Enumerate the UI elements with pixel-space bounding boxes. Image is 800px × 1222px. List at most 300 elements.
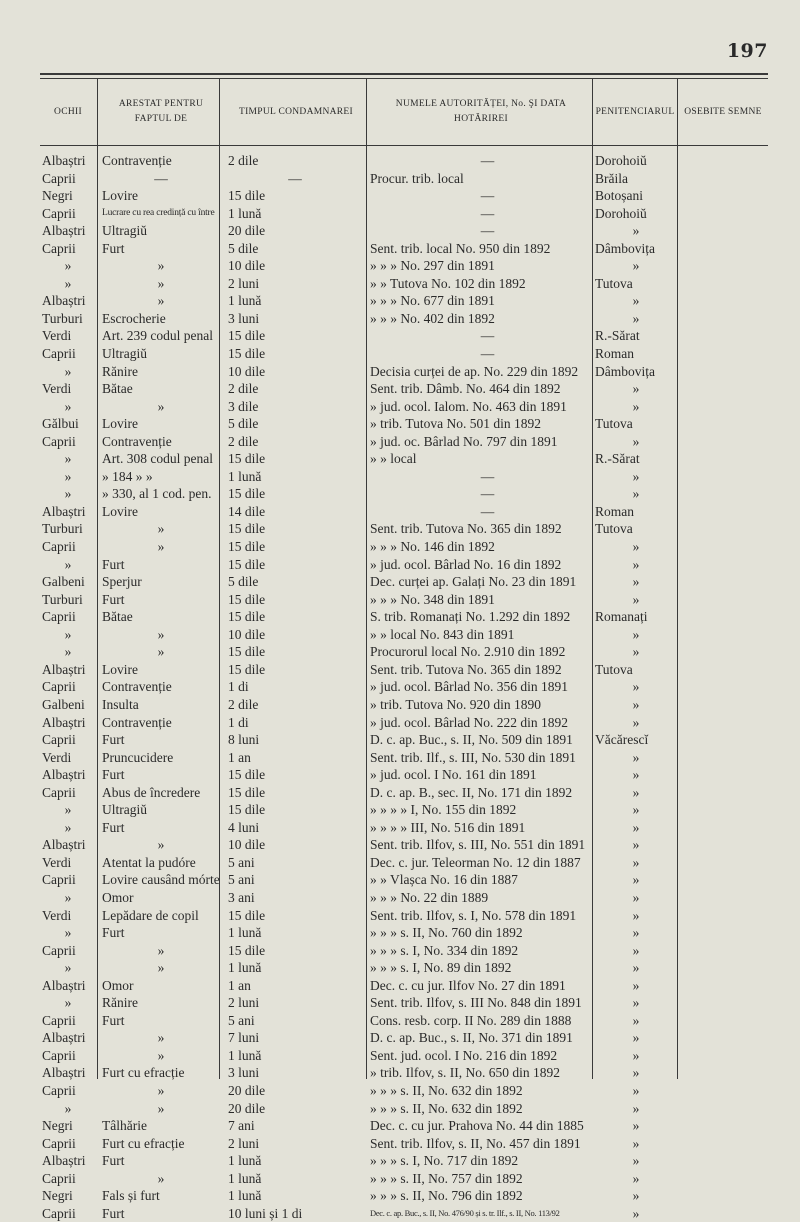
cell-term: 1 lună [228, 960, 262, 976]
cell-term: 1 lună [228, 1047, 262, 1063]
cell-offense: Furt [102, 556, 125, 572]
cell-offense: — [154, 170, 168, 186]
cell-eyes: Caprii [42, 872, 76, 888]
cell-penitentiary: » [632, 223, 640, 239]
cell-offense: Lovire [102, 503, 138, 519]
cell-term: 20 dile [228, 1082, 266, 1098]
cell-term: 1 lună [228, 1188, 262, 1204]
cell-marks [683, 959, 767, 977]
cell-authority: Dec. c. ap. Buc., s. II, No. 476/90 și s. tr. Ilf., s. II, No. 113/92 [370, 1207, 560, 1218]
table-row [40, 1187, 768, 1205]
cell-penitentiary: » [632, 574, 640, 590]
cell-term: 8 luni [228, 732, 260, 748]
cell-penitentiary: » [632, 293, 640, 309]
cell-authority: — [480, 486, 495, 502]
cell-penitentiary: » [632, 1082, 640, 1098]
table-row [40, 784, 768, 802]
cell-eyes: » [64, 995, 72, 1011]
cell-marks [683, 1029, 767, 1047]
cell-marks [683, 556, 767, 574]
cell-eyes: Caprii [42, 784, 76, 800]
table-row [40, 170, 768, 188]
cell-marks [683, 468, 767, 486]
cell-authority: » trib. Ilfov, s. II, No. 650 din 1892 [370, 1065, 560, 1081]
cell-term: 20 dile [228, 1100, 266, 1116]
table-header [40, 79, 768, 146]
table-row [40, 942, 768, 960]
cell-term: 10 dile [228, 363, 266, 379]
cell-authority: » jud. ocol. Bârlad No. 16 din 1892 [370, 556, 562, 572]
cell-offense: Atentat la pudóre [102, 854, 196, 870]
cell-eyes: » [64, 363, 72, 379]
cell-penitentiary: » [632, 556, 640, 572]
cell-penitentiary: » [632, 1065, 640, 1081]
cell-penitentiary: » [632, 398, 640, 414]
cell-authority: » » local No. 843 din 1891 [370, 626, 515, 642]
cell-marks [683, 591, 767, 609]
table-row [40, 1064, 768, 1082]
cell-marks [683, 977, 767, 995]
cell-term: 5 ani [228, 854, 255, 870]
table-row [40, 573, 768, 591]
cell-marks [683, 924, 767, 942]
cell-penitentiary: » [632, 802, 640, 818]
table-row [40, 871, 768, 889]
cell-authority: Sent. trib. Ilfov, s. I, No. 578 din 1891 [370, 907, 577, 923]
cell-eyes: Albaștri [42, 293, 86, 309]
cell-eyes: Verdi [42, 854, 72, 870]
cell-term: 10 dile [228, 837, 266, 853]
cell-eyes: Negri [42, 1188, 73, 1204]
cell-authority: » » local [370, 451, 417, 467]
cell-authority: Sent. trib. local No. 950 din 1892 [370, 240, 551, 256]
cell-marks [683, 485, 767, 503]
cell-authority: Cons. resb. corp. II No. 289 din 1888 [370, 1012, 572, 1028]
cell-offense: » [157, 1047, 165, 1063]
cell-offense: Pruncucidere [102, 749, 174, 765]
table-row [40, 591, 768, 609]
cell-offense: Escrocherie [102, 310, 166, 326]
cell-offense: Lovire [102, 416, 138, 432]
table-row [40, 854, 768, 872]
cell-authority: — [480, 328, 495, 344]
cell-authority: Dec. c. cu jur. Ilfov No. 27 din 1891 [370, 977, 566, 993]
cell-offense: Rănire [102, 363, 138, 379]
cell-eyes: Negri [42, 188, 73, 204]
cell-marks [683, 714, 767, 732]
header-term: TIMPUL CONDAMNAREI [238, 106, 354, 117]
cell-penitentiary: » [632, 1047, 640, 1063]
cell-authority: Sent. trib. Tutova No. 365 din 1892 [370, 521, 562, 537]
cell-authority: » » » No. 146 din 1892 [370, 539, 495, 555]
cell-term: 2 dile [228, 696, 259, 712]
cell-penitentiary: » [632, 749, 640, 765]
cell-eyes: Verdi [42, 381, 72, 397]
cell-penitentiary: » [632, 644, 640, 660]
cell-eyes: » [64, 960, 72, 976]
cell-term: 2 luni [228, 1135, 260, 1151]
cell-marks [683, 310, 767, 328]
page-number: 197 [726, 40, 768, 62]
cell-marks [683, 819, 767, 837]
cell-penitentiary: Dâmbovița [595, 240, 655, 256]
cell-authority: » » » » III, No. 516 din 1891 [370, 819, 526, 835]
table-row [40, 626, 768, 644]
cell-penitentiary: » [632, 1118, 640, 1134]
cell-term: 2 dile [228, 153, 259, 168]
cell-authority: » » » s. I, No. 717 din 1892 [370, 1153, 519, 1169]
cell-marks [683, 275, 767, 293]
cell-marks [683, 854, 767, 872]
cell-eyes: Caprii [42, 1082, 76, 1098]
cell-eyes: Albaștri [42, 153, 86, 168]
cell-authority: Procur. trib. local [370, 170, 464, 186]
table-row [40, 731, 768, 749]
cell-offense: » [157, 1082, 165, 1098]
cell-marks [683, 240, 767, 258]
cell-penitentiary: » [632, 1153, 640, 1169]
cell-offense: » 330, al 1 cod. pen. [102, 486, 212, 502]
table-row [40, 608, 768, 626]
cell-eyes: Turburi [42, 310, 83, 326]
cell-penitentiary: » [632, 468, 640, 484]
cell-eyes: Caprii [42, 1012, 76, 1028]
table-row [40, 468, 768, 486]
cell-penitentiary: » [632, 889, 640, 905]
table-row [40, 345, 768, 363]
table-row [40, 556, 768, 574]
table-row [40, 240, 768, 258]
cell-marks [683, 1064, 767, 1082]
cell-authority: » » » s. I, No. 89 din 1892 [370, 960, 512, 976]
cell-penitentiary: Dâmbovița [595, 363, 655, 379]
cell-marks [683, 415, 767, 433]
cell-penitentiary: » [632, 1170, 640, 1186]
cell-term: 15 dile [228, 609, 266, 625]
cell-penitentiary: Văcărescĭ [595, 732, 649, 748]
cell-authority: Dec. curței ap. Galați No. 23 din 1891 [370, 574, 577, 590]
cell-term: 15 dile [228, 328, 266, 344]
cell-penitentiary: Dorohoiŭ [595, 153, 647, 168]
cell-marks [683, 1012, 767, 1030]
cell-offense: Fals și furt [102, 1188, 160, 1204]
cell-marks [683, 871, 767, 889]
cell-offense: Omor [102, 977, 134, 993]
cell-marks [683, 520, 767, 538]
cell-term: 15 dile [228, 539, 266, 555]
cell-eyes: Caprii [42, 609, 76, 625]
cell-marks [683, 907, 767, 925]
cell-penitentiary: Romanați [595, 609, 648, 625]
cell-offense: Furt cu efracție [102, 1135, 185, 1151]
table-row [40, 275, 768, 293]
cell-authority: » » » s. I, No. 334 din 1892 [370, 942, 519, 958]
table-row [40, 520, 768, 538]
header-penitentiary: PENITENCIARUL [595, 106, 675, 117]
table-row [40, 1152, 768, 1170]
cell-offense: Furt [102, 767, 125, 783]
cell-term: 15 dile [228, 942, 266, 958]
cell-term: 1 lună [228, 925, 262, 941]
table-row [40, 1170, 768, 1188]
cell-authority: » » » s. II, No. 757 din 1892 [370, 1170, 523, 1186]
cell-offense: » [157, 1030, 165, 1046]
cell-term: 1 di [228, 714, 249, 730]
table-row [40, 450, 768, 468]
header-marks: OSEBITE SEMNE [684, 106, 762, 117]
table-row [40, 1012, 768, 1030]
cell-penitentiary: » [632, 995, 640, 1011]
cell-penitentiary: » [632, 977, 640, 993]
cell-penitentiary: » [632, 539, 640, 555]
cell-penitentiary: » [632, 1205, 640, 1221]
cell-term: 15 dile [228, 451, 266, 467]
cell-marks [683, 1117, 767, 1135]
cell-penitentiary: Dorohoiŭ [595, 205, 647, 221]
cell-offense: Lovire [102, 661, 138, 677]
cell-offense: Rănire [102, 995, 138, 1011]
table-row [40, 994, 768, 1012]
cell-authority: » » » No. 22 din 1889 [370, 889, 489, 905]
cell-marks [683, 222, 767, 240]
cell-offense: » [157, 521, 165, 537]
table-row [40, 801, 768, 819]
cell-eyes: Albaștri [42, 977, 86, 993]
cell-eyes: Albaștri [42, 661, 86, 677]
cell-eyes: Caprii [42, 1205, 76, 1221]
cell-term: 3 dile [228, 398, 259, 414]
cell-authority: Decisia curței de ap. No. 229 din 1892 [370, 363, 579, 379]
cell-penitentiary: » [632, 591, 640, 607]
cell-offense: » [157, 258, 165, 274]
cell-marks [683, 766, 767, 784]
cell-offense: Lovire [102, 188, 138, 204]
cell-penitentiary: Tutova [595, 521, 633, 537]
cell-term: 1 di [228, 679, 249, 695]
cell-offense: Lepădare de copil [102, 907, 199, 923]
cell-eyes: » [64, 1100, 72, 1116]
table-row [40, 1117, 768, 1135]
table-row [40, 1205, 768, 1222]
cell-offense: Furt [102, 732, 125, 748]
cell-term: 15 dile [228, 644, 266, 660]
cell-offense: Ultragiŭ [102, 223, 147, 239]
cell-marks [683, 170, 767, 188]
cell-marks [683, 678, 767, 696]
cell-term: 15 dile [228, 661, 266, 677]
cell-penitentiary: » [632, 626, 640, 642]
table-row [40, 977, 768, 995]
cell-authority: » » Vlașca No. 16 din 1887 [370, 872, 518, 888]
cell-offense: » [157, 275, 165, 291]
table-row [40, 924, 768, 942]
cell-authority: » jud. ocol. Bârlad No. 356 din 1891 [370, 679, 568, 695]
cell-authority: — [480, 346, 495, 362]
cell-eyes: Verdi [42, 907, 72, 923]
cell-eyes: Caprii [42, 170, 76, 186]
table-row [40, 415, 768, 433]
cell-authority: » » » s. II, No. 796 din 1892 [370, 1188, 523, 1204]
cell-authority: » » » No. 297 din 1891 [370, 258, 495, 274]
cell-authority: » » » s. II, No. 632 din 1892 [370, 1082, 523, 1098]
cell-offense: Lucrare cu rea credință cu între [102, 207, 215, 218]
cell-marks [683, 205, 767, 223]
cell-offense: Ultragiŭ [102, 346, 147, 362]
cell-offense: Sperjur [102, 574, 142, 590]
cell-marks [683, 889, 767, 907]
table-row [40, 222, 768, 240]
cell-eyes: » [64, 468, 72, 484]
cell-marks [683, 1082, 767, 1100]
cell-penitentiary: » [632, 819, 640, 835]
cell-offense: » [157, 942, 165, 958]
cell-offense: » [157, 644, 165, 660]
cell-offense: » [157, 960, 165, 976]
cell-offense: Furt [102, 1205, 125, 1221]
cell-term: 3 luni [228, 310, 260, 326]
cell-term: 15 dile [228, 486, 266, 502]
cell-term: 10 dile [228, 626, 266, 642]
cell-eyes: » [64, 258, 72, 274]
top-rule [40, 73, 768, 75]
cell-penitentiary: » [632, 486, 640, 502]
table-row [40, 292, 768, 310]
cell-term: 15 dile [228, 556, 266, 572]
cell-authority: — [480, 153, 495, 168]
cell-marks [683, 661, 767, 679]
cell-penitentiary: » [632, 1012, 640, 1028]
cell-offense: Insulta [102, 696, 139, 712]
cell-authority: » jud. ocol. Bârlad No. 222 din 1892 [370, 714, 568, 730]
cell-offense: » [157, 1170, 165, 1186]
cell-eyes: Verdi [42, 328, 72, 344]
cell-term: 5 dile [228, 240, 259, 256]
table-row [40, 1047, 768, 1065]
cell-marks [683, 345, 767, 363]
cell-penitentiary: » [632, 1188, 640, 1204]
cell-marks [683, 327, 767, 345]
cell-authority: » jud. ocol. Ialom. No. 463 din 1891 [370, 398, 567, 414]
cell-authority: » » » No. 348 din 1891 [370, 591, 495, 607]
cell-eyes: Albaștri [42, 767, 86, 783]
table-row [40, 749, 768, 767]
cell-penitentiary: » [632, 381, 640, 397]
cell-authority: » trib. Tutova No. 920 din 1890 [370, 696, 542, 712]
cell-eyes: » [64, 925, 72, 941]
cell-penitentiary: » [632, 942, 640, 958]
cell-marks [683, 626, 767, 644]
cell-marks [683, 784, 767, 802]
cell-eyes: Albaștri [42, 503, 86, 519]
cell-authority: — [480, 188, 495, 204]
cell-eyes: » [64, 451, 72, 467]
cell-eyes: Albaștri [42, 837, 86, 853]
cell-authority: » » » s. II, No. 632 din 1892 [370, 1100, 523, 1116]
cell-term: 1 lună [228, 468, 262, 484]
cell-marks [683, 450, 767, 468]
cell-penitentiary: Roman [595, 503, 634, 519]
table-row [40, 363, 768, 381]
table-row [40, 327, 768, 345]
cell-offense: » [157, 1100, 165, 1116]
cell-eyes: » [64, 644, 72, 660]
cell-offense: Bătae [102, 609, 133, 625]
cell-offense: Abus de încredere [102, 784, 201, 800]
cell-penitentiary: Tutova [595, 416, 633, 432]
cell-offense: » [157, 398, 165, 414]
cell-eyes: Galbeni [42, 574, 85, 590]
cell-penitentiary: » [632, 1100, 640, 1116]
cell-authority: Sent. trib. Dâmb. No. 464 din 1892 [370, 381, 561, 397]
cell-authority: — [480, 468, 495, 484]
table-row [40, 1100, 768, 1118]
cell-penitentiary: R.-Sărat [595, 328, 640, 344]
cell-marks [683, 573, 767, 591]
cell-offense: Tâlhărie [102, 1118, 147, 1134]
cell-penitentiary: » [632, 854, 640, 870]
cell-term: 2 dile [228, 433, 259, 449]
cell-marks [683, 643, 767, 661]
cell-term: 2 luni [228, 275, 260, 291]
table-row [40, 398, 768, 416]
table-row [40, 1135, 768, 1153]
table-row [40, 257, 768, 275]
cell-eyes: Caprii [42, 1170, 76, 1186]
cell-term: 15 dile [228, 767, 266, 783]
cell-term: 2 dile [228, 381, 259, 397]
cell-eyes: » [64, 556, 72, 572]
cell-eyes: Caprii [42, 346, 76, 362]
cell-term: 1 lună [228, 293, 262, 309]
table-row [40, 187, 768, 205]
cell-offense: Furt [102, 591, 125, 607]
cell-penitentiary: Botoșani [595, 188, 644, 204]
cell-marks [683, 292, 767, 310]
cell-penitentiary: » [632, 960, 640, 976]
cell-term: 5 dile [228, 574, 259, 590]
table-row [40, 907, 768, 925]
cell-marks [683, 1100, 767, 1118]
cell-offense: » [157, 539, 165, 555]
cell-offense: Furt [102, 1012, 125, 1028]
cell-authority: Sent. trib. Ilfov, s. III No. 848 din 1891 [370, 995, 582, 1011]
cell-offense: » [157, 293, 165, 309]
cell-eyes: Caprii [42, 205, 76, 221]
cell-authority: Sent. trib. Ilfov, s. III, No. 551 din 1891 [370, 837, 586, 853]
cell-offense: Omor [102, 889, 134, 905]
cell-penitentiary: » [632, 714, 640, 730]
cell-term: 1 an [228, 977, 251, 993]
cell-eyes: » [64, 802, 72, 818]
table-row [40, 1082, 768, 1100]
cell-term: 15 dile [228, 907, 266, 923]
cell-authority: Procurorul local No. 2.910 din 1892 [370, 644, 566, 660]
cell-eyes: Caprii [42, 679, 76, 695]
cell-penitentiary: R.-Sărat [595, 451, 640, 467]
cell-authority: — [480, 503, 495, 519]
cell-term: 10 dile [228, 258, 266, 274]
cell-term: 1 lună [228, 205, 262, 221]
cell-term: 5 ani [228, 872, 255, 888]
cell-eyes: » [64, 626, 72, 642]
table-row [40, 310, 768, 328]
cell-offense: Contravenție [102, 153, 172, 168]
cell-authority: Sent. trib. Ilfov, s. II, No. 457 din 1891 [370, 1135, 581, 1151]
cell-eyes: Gălbui [42, 416, 79, 432]
table-row [40, 714, 768, 732]
cell-eyes: Caprii [42, 240, 76, 256]
cell-term: 20 dile [228, 223, 266, 239]
